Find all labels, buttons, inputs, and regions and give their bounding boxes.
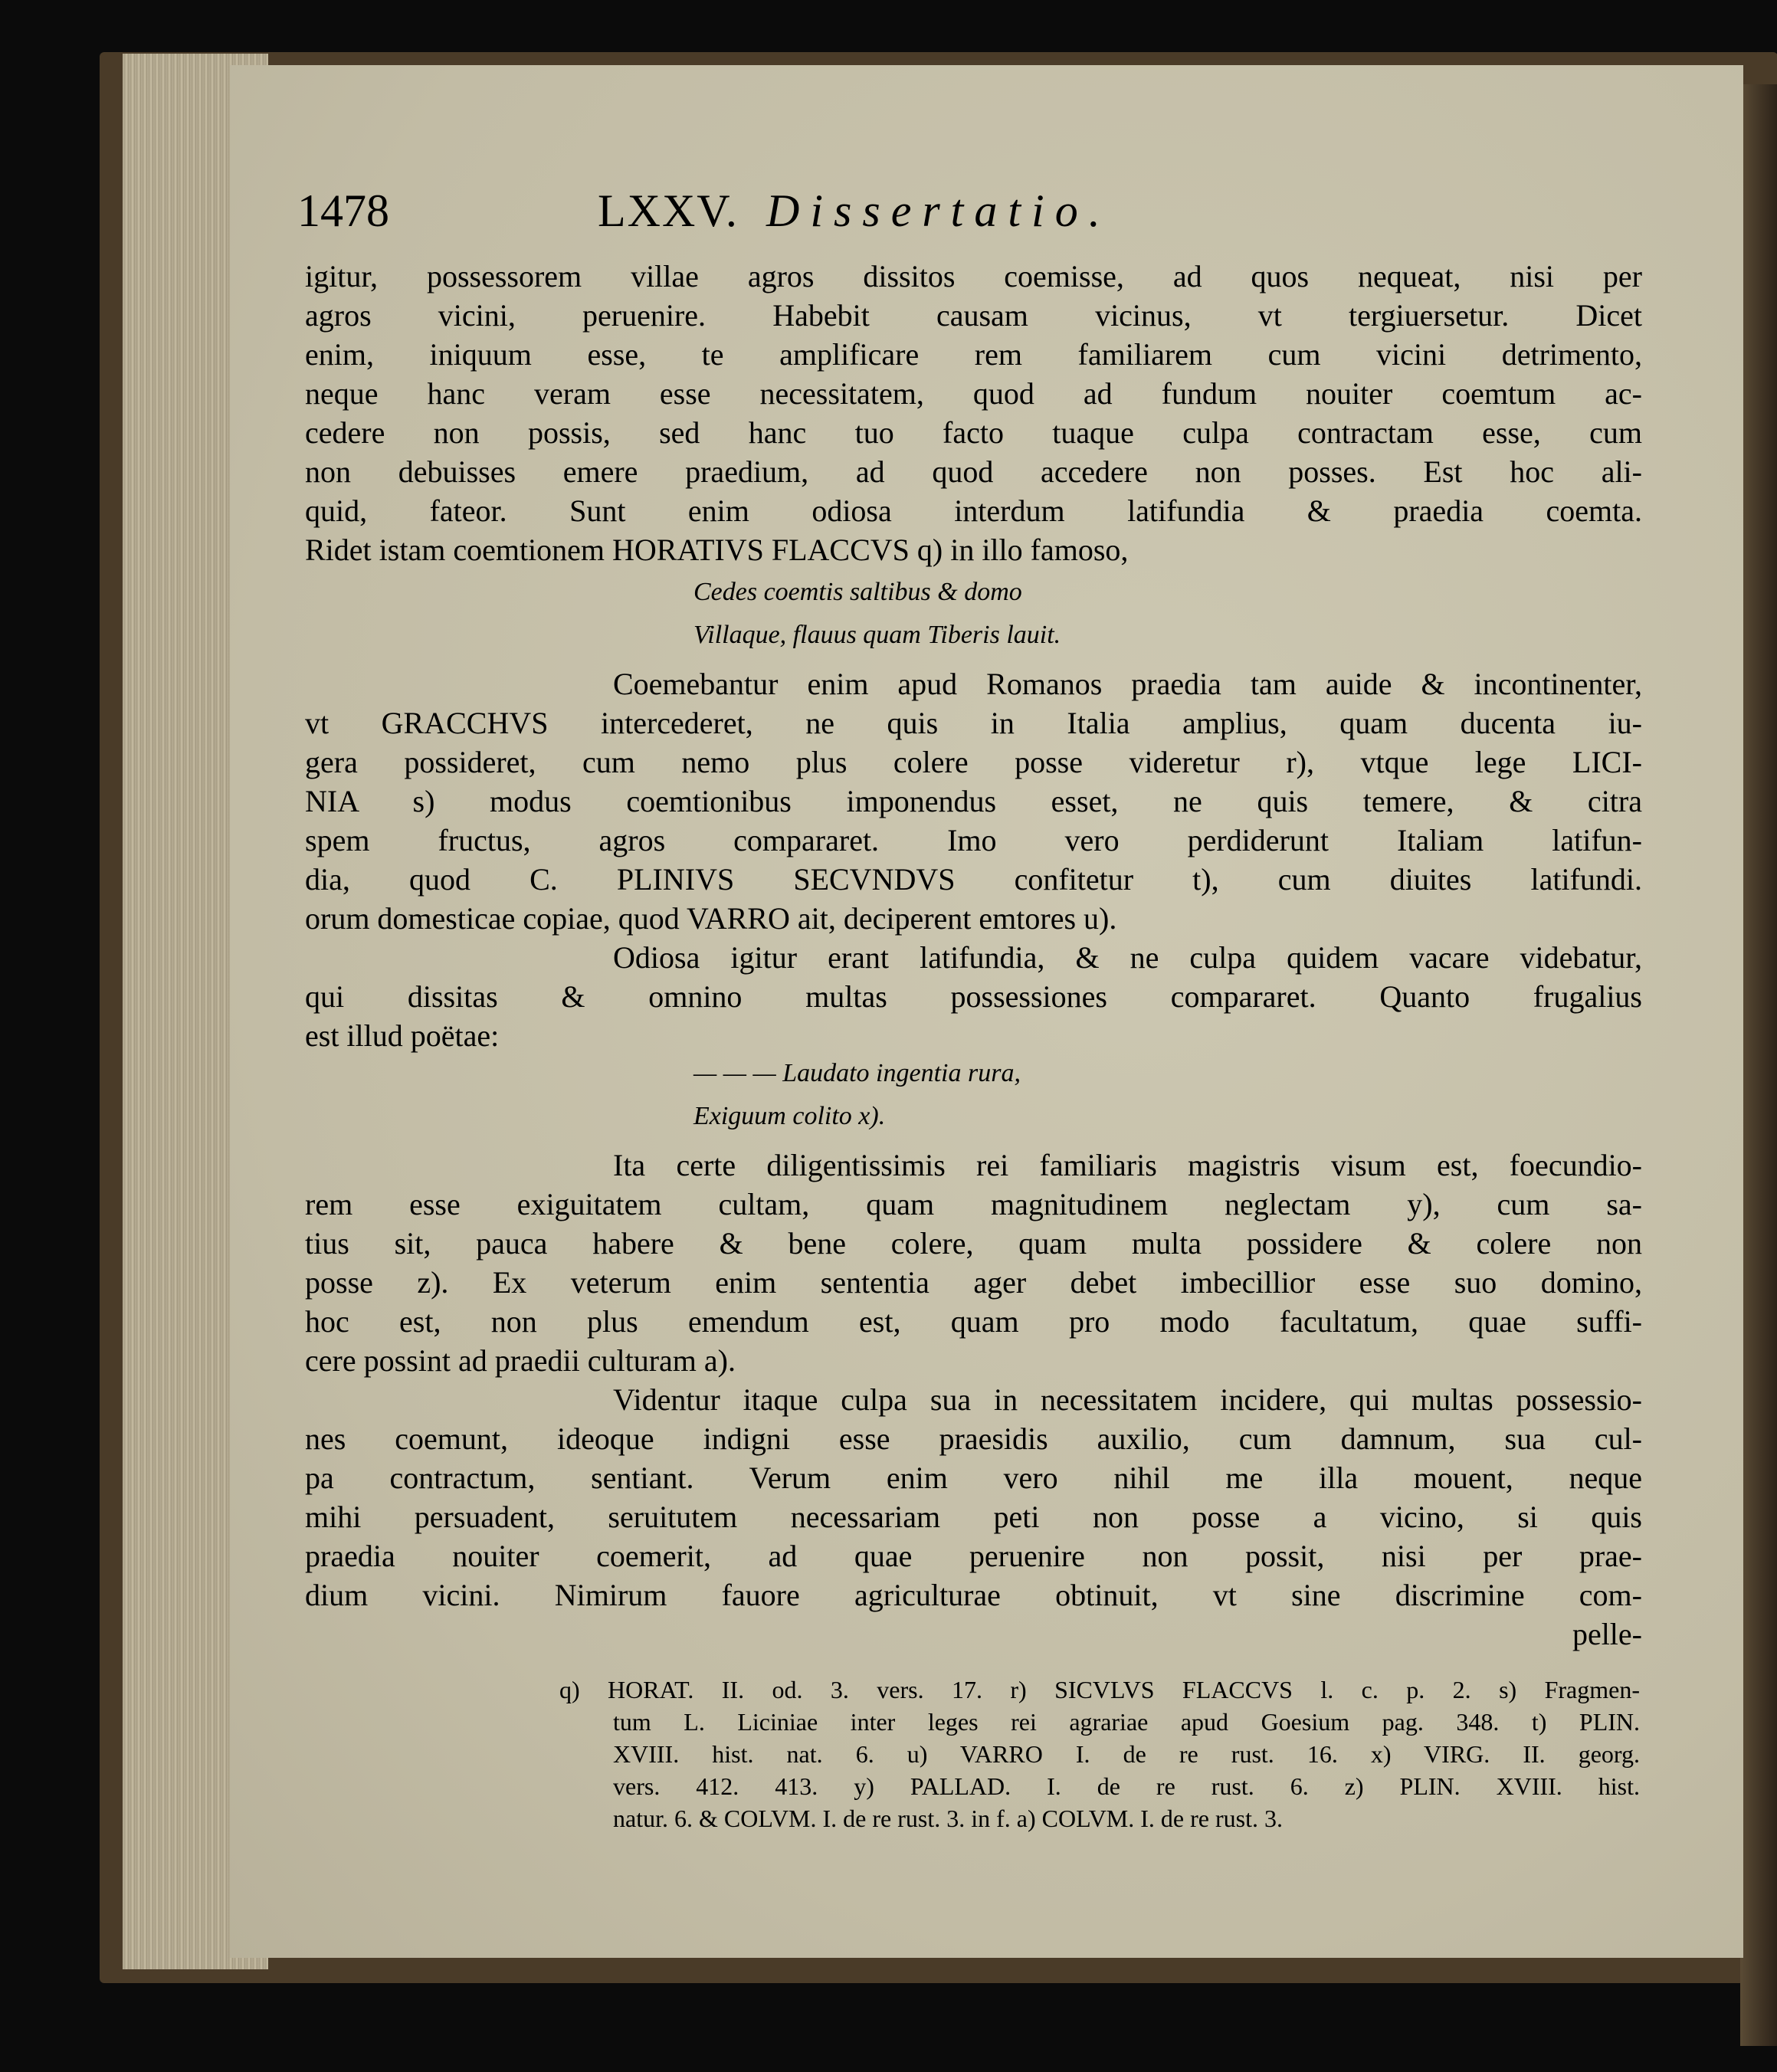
text-line: Coemebantur enim apud Romanos praedia tam auide & incontinenter, <box>613 667 1642 701</box>
text-line: vt GRACCHVS intercederet, ne quis in Italia amplius, quam ducenta iu- <box>305 706 1642 740</box>
text-line: neque hanc veram esse necessitatem, quod ad fundum nouiter coemtum ac- <box>305 376 1642 411</box>
text-line: enim, iniquum esse, te amplificare rem familiarem cum vicini detrimento, <box>305 337 1642 372</box>
verse-line: Exiguum colito x). <box>693 1102 886 1130</box>
verse-line: — — — Laudato ingentia rura, <box>693 1059 1021 1087</box>
text-line: igitur, possessorem villae agros dissitos coemisse, ad quos nequeat, nisi per <box>305 259 1642 293</box>
text-line: spem fructus, agros compararet. Imo vero perdiderunt Italiam latifun- <box>305 823 1642 857</box>
footnote-line: q) HORAT. II. od. 3. vers. 17. r) SICVLVS FLACCVS l. c. p. 2. s) Fragmen- <box>559 1676 1640 1703</box>
dissertation-title: Dissertatio. <box>766 185 1111 236</box>
text-line: qui dissitas & omnino multas possessiones compararet. Quanto frugalius <box>305 979 1642 1014</box>
verse-line: Villaque, flauus quam Tiberis lauit. <box>693 621 1061 649</box>
text-line: quid, fateor. Sunt enim odiosa interdum latifundia & praedia coemta. <box>305 493 1642 528</box>
text-line: pa contractum, sentiant. Verum enim vero nihil me illa mouent, neque <box>305 1461 1642 1495</box>
text-line: Videntur itaque culpa sua in necessitatem incidere, qui multas possessio- <box>613 1382 1642 1417</box>
running-header <box>297 184 1393 238</box>
text-line: hoc est, non plus emendum est, quam pro modo facultatum, quae suffi- <box>305 1304 1642 1339</box>
text-line: dia, quod C. PLINIVS SECVNDVS confitetur t), cum diuites latifundi. <box>305 862 1642 897</box>
text-line: posse z). Ex veterum enim sententia ager debet imbecillior esse suo domino, <box>305 1265 1642 1300</box>
text-line: nes coemunt, ideoque indigni esse praesidis auxilio, cum damnum, sua cul- <box>305 1421 1642 1456</box>
text-line: cere possint ad praedii culturam a). <box>305 1343 736 1378</box>
text-line: Ita certe diligentissimis rei familiaris magistris visum est, foecundio- <box>613 1148 1642 1182</box>
text-line: cedere non possis, sed hanc tuo facto tuaque culpa contractam esse, cum <box>305 415 1642 450</box>
text-line: tius sit, pauca habere & bene colere, quam multa possidere & colere non <box>305 1226 1642 1261</box>
facing-page-edge <box>1740 84 1777 2046</box>
text-line: praedia nouiter coemerit, ad quae peruenire non possit, nisi per prae- <box>305 1539 1642 1573</box>
dissertation-number: LXXV. <box>598 185 739 236</box>
text-line: non debuisses emere praedium, ad quod accedere non posses. Est hoc ali- <box>305 454 1642 489</box>
text-line: NIA s) modus coemtionibus imponendus esset, ne quis temere, & citra <box>305 784 1642 818</box>
catchword: pelle- <box>1572 1617 1642 1651</box>
footnote-line: natur. 6. & COLVM. I. de re rust. 3. in f. a) COLVM. I. de re rust. 3. <box>613 1805 1283 1832</box>
page-number: 1478 <box>297 185 389 236</box>
text-line: dium vicini. Nimirum fauore agriculturae obtinuit, vt sine discrimine com- <box>305 1578 1642 1612</box>
footnote-line: vers. 412. 413. y) PALLAD. I. de re rust. 6. z) PLIN. XVIII. hist. <box>613 1772 1640 1800</box>
text-line: gera possideret, cum nemo plus colere posse videretur r), vtque lege LICI- <box>305 745 1642 779</box>
text-line: orum domesticae copiae, quod VARRO ait, deciperent emtores u). <box>305 901 1117 936</box>
text-line: rem esse exiguitatem cultam, quam magnitudinem neglectam y), cum sa- <box>305 1187 1642 1221</box>
verse-line: Cedes coemtis saltibus & domo <box>693 578 1022 606</box>
footnote-line: tum L. Liciniae inter leges rei agrariae apud Goesium pag. 348. t) PLIN. <box>613 1708 1640 1736</box>
text-line: mihi persuadent, seruitutem necessariam peti non posse a vicino, si quis <box>305 1500 1642 1534</box>
footnote-line: XVIII. hist. nat. 6. u) VARRO I. de re rust. 16. x) VIRG. II. georg. <box>613 1740 1640 1768</box>
text-line: agros vicini, peruenire. Habebit causam vicinus, vt tergiuersetur. Dicet <box>305 298 1642 333</box>
text-line: Odiosa igitur erant latifundia, & ne culpa quidem vacare videbatur, <box>613 940 1642 975</box>
text-line: Ridet istam coemtionem HORATIVS FLACCVS q) in illo famoso, <box>305 533 1129 567</box>
text-line: est illud poëtae: <box>305 1018 500 1053</box>
